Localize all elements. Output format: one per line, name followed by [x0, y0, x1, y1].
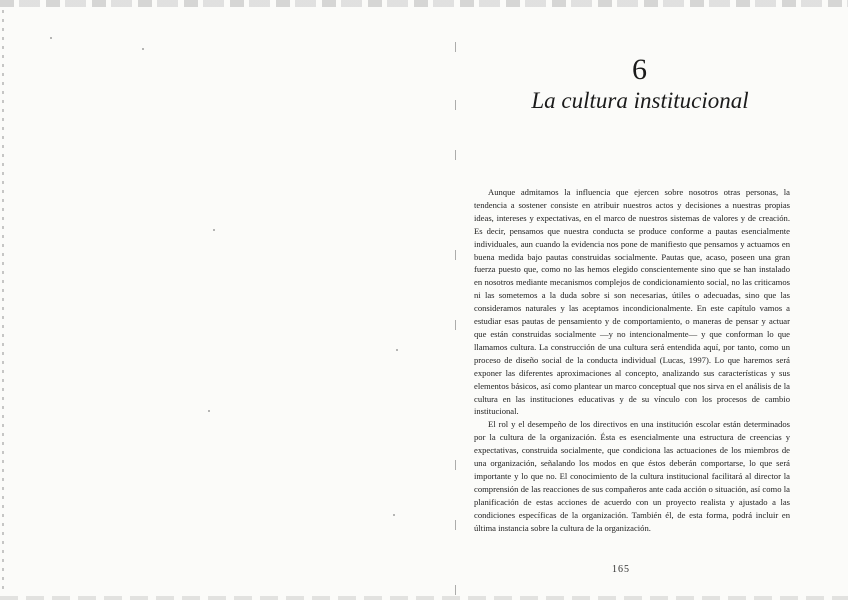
gutter-mark: [455, 150, 456, 160]
gutter-mark: [455, 520, 456, 530]
body-paragraph-2: El rol y el desempeño de los directivos en una institución escolar están determinados por la cultura de la organización. Ésta es esencialmente una estructura de creencias y expectativas, construida socialmente, que condiciona las actuaciones de los miembros de una organización, señalando los modos en que éstos deberán comportarse, lo que será importante y lo que no. El conocimiento de la cultura institucional facilitará al director la comprensión de las reacciones de sus compañeros ante cada acción o situación, así como la planificación de estas acciones de acuerdo con un proyecto realista y ajustado a las condiciones específicas de la organización. También él, de esta forma, podrá incluir en última instancia sobre la cultura de la organización.: [474, 419, 790, 533]
scan-bottom-edge: [0, 596, 848, 600]
scan-top-edge: [0, 0, 848, 7]
scan-speck: [50, 37, 52, 39]
gutter-mark: [455, 100, 456, 110]
scan-speck: [208, 410, 210, 412]
gutter-mark: [455, 460, 456, 470]
gutter-mark: [455, 585, 456, 595]
scan-speck: [213, 229, 215, 231]
scan-speck: [393, 514, 395, 516]
body-paragraph-1: Aunque admitamos la influencia que ejercen sobre nosotros otras personas, la tendencia a sostener consiste en atribuir nuestros actos y decisiones a nuestras propias ideas, intereses y expectativas, en el marco de nuestros sistemas de valores y de creación. Es decir, pensamos que nuestra conducta se produce conforme a pautas esencialmente individuales, aun cuando la evidencia nos pone de manifiesto que pensamos y actuamos en buena medida bajo pautas construidas socialmente. Pautas que, acaso, poseen una gran fuerza puesto que, como no las hemos elegido conscientemente sino que se han instalado en nosotros mediante mecanismos complejos de condicionamiento social, no las criticamos ni las sometemos a la duda sobre si son necesarias, útiles o adecuadas, sino que las consideramos naturales y las aceptamos incondicionalmente. En este capítulo vamos a estudiar esas pautas de pensamiento y de comportamiento, o maneras de pensar y actuar que están construidas socialmente —y no intencionalmente— y que conforman lo que llamamos cultura. La construcción de una cultura será entendida aquí, por tanto, como un proceso de diseño social de la conducta individual (Lucas, 1997). Lo que haremos será exponer las diferentes aproximaciones al concepto, analizando sus características y sus elementos básicos, así como plantear un marco conceptual que nos sirva en el análisis de la cultura en las instituciones educativas y de su vínculo con los procesos de cambio institucional.: [474, 187, 790, 417]
gutter-mark: [455, 320, 456, 330]
gutter-mark: [455, 42, 456, 52]
page-number: 165: [612, 564, 630, 575]
chapter-title: La cultura institucional: [531, 88, 749, 113]
gutter-mark: [455, 250, 456, 260]
scan-left-edge: [2, 10, 4, 595]
scan-speck: [142, 48, 144, 50]
scan-speck: [396, 349, 398, 351]
chapter-body: [474, 186, 790, 534]
chapter-number: 6: [632, 53, 648, 86]
